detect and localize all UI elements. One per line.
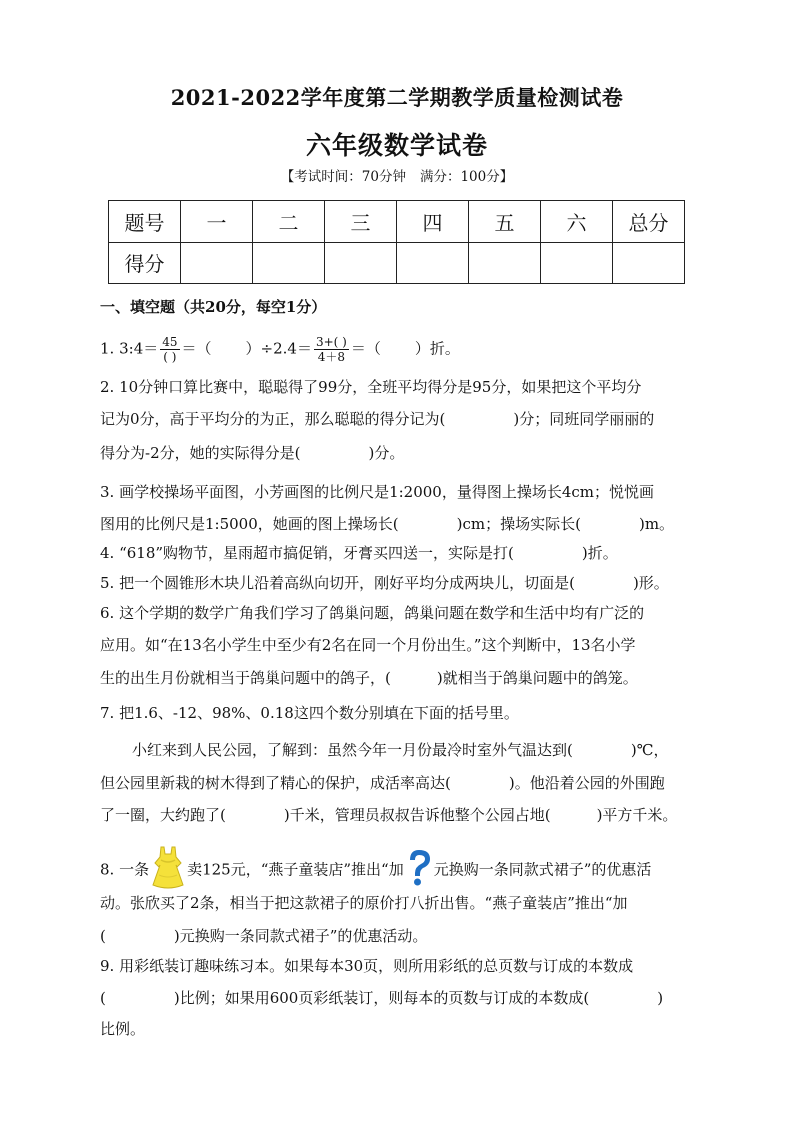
question-3-line-2: 图用的比例尺是1:5000，她画的图上操场长( )cm；操场实际长( )m。 <box>100 515 675 533</box>
exam-time: 【考试时间：70分钟 <box>280 169 406 185</box>
question-7-paragraph-line-3: 了一圈，大约跑了( )千米，管理员叔叔告诉他整个公园占地( )平方千米。 <box>100 806 678 824</box>
score-table <box>108 200 685 284</box>
exam-title: 2021-2022学年度第二学期教学质量检测试卷 <box>170 85 624 110</box>
question-1: 1. 3:4＝ $\frac{45}{( )}$ ＝（ ）÷2.4＝ $\frac{3+( )}{4+8}$ ＝（ ）折。 <box>100 335 460 364</box>
column-total: 总分 <box>613 201 685 243</box>
full-score: 满分：100分】 <box>419 169 514 185</box>
score-cell <box>469 242 541 284</box>
question-9-line-1: 9. 用彩纸装订趣味练习本。如果每本30页，则所用彩纸的总页数与订成的本数成 <box>100 957 634 975</box>
question-7-line-1: 7. 把1.6、-12、98%、0.18这四个数分别填在下面的括号里。 <box>100 704 519 722</box>
fraction-2: $\frac{3+( )}{4+8}$ <box>315 335 347 364</box>
question-8-line-2: 动。张欣买了2条，相当于把这款裙子的原价打八折出售。“燕子童装店”推出“加 <box>100 894 628 912</box>
question-7-paragraph-line-2: 但公园里新栽的树木得到了精心的保护，成活率高达( )。他沿着公园的外围跑 <box>100 774 665 792</box>
exam-info <box>0 165 794 185</box>
question-6-line-1: 6. 这个学期的数学广角我们学习了鸽巢问题，鸽巢问题在数学和生活中均有广泛的 <box>100 604 645 622</box>
blue-question-mark-icon <box>404 848 434 893</box>
section-heading: 一、填空题（共20分，每空1分） <box>100 298 327 316</box>
column-2: 二 <box>253 201 325 243</box>
question-3-line-1: 3. 画学校操场平面图，小芳画图的比例尺是1:2000，量得图上操场长4cm；悦悦画 <box>100 483 655 501</box>
score-cell <box>253 242 325 284</box>
question-9-line-3: 比例。 <box>100 1020 146 1038</box>
column-3: 三 <box>325 201 397 243</box>
question-2-line-1: 2. 10分钟口算比赛中，聪聪得了99分，全班平均得分是95分，如果把这个平均分 <box>100 378 642 396</box>
score-cell <box>397 242 469 284</box>
column-5: 五 <box>469 201 541 243</box>
fraction-1: $\frac{45}{( )}$ <box>162 335 178 364</box>
row-label-score: 得分 <box>109 242 181 284</box>
column-6: 六 <box>541 201 613 243</box>
score-cell <box>181 242 253 284</box>
question-2-line-2: 记为0分，高于平均分的为正，那么聪聪的得分记为( )分；同班同学丽丽的 <box>100 410 655 428</box>
score-table-header-row <box>109 201 685 243</box>
question-4: 4. “618”购物节，星雨超市搞促销，牙膏买四送一，实际是打( )折。 <box>100 544 618 562</box>
exam-subtitle: 六年级数学试卷 <box>305 131 488 160</box>
question-6-line-3: 生的出生月份就相当于鸽巢问题中的鸽子，( )就相当于鸽巢问题中的鸽笼。 <box>100 669 638 687</box>
question-6-line-2: 应用。如“在13名小学生中至少有2名在同一个月份出生。”这个判断中，13名小学 <box>100 636 636 654</box>
score-cell <box>613 242 685 284</box>
row-label-question-number: 题号 <box>109 201 181 243</box>
question-5: 5. 把一个圆锥形木块儿沿着高纵向切开，刚好平均分成两块儿，切面是( )形。 <box>100 574 669 592</box>
question-2-line-3: 得分为-2分，她的实际得分是( )分。 <box>100 444 405 462</box>
question-8-line-3: ( )元换购一条同款式裙子”的优惠活动。 <box>100 927 428 945</box>
score-cell <box>325 242 397 284</box>
question-9-line-2: ( )比例；如果用600页彩纸装订，则每本的页数与订成的本数成( ) <box>100 989 664 1007</box>
column-4: 四 <box>397 201 469 243</box>
column-1: 一 <box>181 201 253 243</box>
score-cell <box>541 242 613 284</box>
question-8-line-1: 8. 一条 卖125元，“燕子童装店”推出“加 元换购一条同款式裙子”的优惠活 <box>100 845 651 896</box>
yellow-dress-icon <box>149 845 187 896</box>
score-table-score-row <box>109 242 685 284</box>
question-7-paragraph-line-1: 小红来到人民公园，了解到：虽然今年一月份最冷时室外气温达到( )℃， <box>132 741 669 759</box>
